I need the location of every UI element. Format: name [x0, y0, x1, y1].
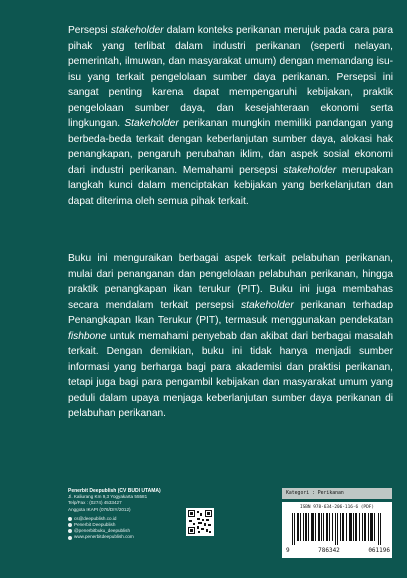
- facebook-icon: [68, 523, 72, 527]
- text-run: Persepsi: [68, 25, 111, 36]
- publisher-info: [68, 488, 178, 541]
- synopsis-paragraph-2: [68, 251, 393, 422]
- italic-term: stakeholder: [283, 164, 337, 176]
- social-website[interactable]: www.penerbitdeepublish.com: [68, 534, 178, 540]
- text-run: perikanan mungkin memiliki pandangan yang berbeda-beda terkait dengan keberlanjutan sumber daya, alokasi hak penangkapan, pengaruh perubahan iklim, dan aspek sosial ekonomi dari industri perikanan. Memahami persepsi: [68, 118, 393, 176]
- italic-term: stakeholder: [110, 25, 164, 36]
- text-run: dalam konteks perikanan merujuk pada cara para pihak yang terlibat dalam industri perikanan (seperti nelayan, pemerintah, ilmuwan, dan masyarakat umum) dengan memandang isu-isu yang terkait pengelolaan sumber daya perikanan. Persepsi ini sangat penting karena dapat mempengaruhi kebijakan, praktik pengelolaan sumber daya, dan kesejahteraan ekonomi serta lingkungan.: [68, 25, 393, 129]
- publisher-member: Anggota IKAPI (076/DIY/2012): [68, 506, 131, 512]
- synopsis-paragraph-1: [68, 23, 393, 209]
- publisher-phone: Telp/Fax : (0274) 4533427: [68, 500, 122, 506]
- social-email[interactable]: cs@deepublish.co.id: [68, 516, 178, 522]
- footer: [0, 488, 407, 578]
- qr-code[interactable]: [186, 508, 214, 536]
- social-facebook[interactable]: Penerbit Deepublish: [68, 522, 178, 528]
- barcode-digits: 9 786342 061196: [286, 547, 390, 554]
- isbn-barcode: [282, 502, 392, 558]
- text-run: untuk memahami penyebab dan akibat dari berbagai masalah terkait. Dengan demikian, buku ini tidak hanya menjadi sumber informasi yang berharga bagi para akademisi dan praktisi perikanan, tetapi juga bagi para pengambil kebijakan dan masyarakat umum yang peduli dalam upaya menjaga keberlanjutan sumber daya perikanan di pelabuhan perikanan.: [68, 330, 393, 419]
- text-run: Buku ini menguraikan berbagai aspek terkait pelabuhan perikanan, mulai dari penanganan dan pengelolaan pelabuhan perikanan, hingga praktik penangkapan ikan terukur (PIT). Buku ini juga membahas secara mendalam terkait persepsi: [68, 253, 393, 311]
- qr-code-icon: [188, 510, 212, 534]
- italic-term: stakeholder: [241, 299, 294, 311]
- text-run: merupakan langkah kunci dalam menciptakan kebijakan yang berkelanjutan dan dapat diterima oleh semua pihak terkait.: [68, 164, 393, 207]
- category-label: Kategori : Perikanan: [282, 488, 392, 499]
- publisher-name: Penerbit Deepublish (CV BUDI UTAMA): [68, 488, 161, 494]
- social-list: [68, 516, 178, 541]
- text-run: perikanan terhadap Penangkapan Ikan Terukur (PIT), termasuk menggunakan pendekatan: [68, 299, 394, 326]
- barcode-icon: [292, 513, 382, 545]
- globe-icon: [68, 536, 72, 540]
- publisher-address: Jl. Kaliurang Km 9,3 Yogyakarta 55581: [68, 494, 148, 500]
- italic-term: fishbone: [68, 330, 107, 342]
- mail-icon: [68, 517, 72, 521]
- isbn-text: ISBN 978-634-206-116-6 (PDF): [299, 505, 374, 510]
- social-instagram[interactable]: @penerbitbuku_deepublish: [68, 528, 178, 534]
- instagram-icon: [68, 529, 72, 533]
- italic-term: Stakeholder: [124, 118, 179, 129]
